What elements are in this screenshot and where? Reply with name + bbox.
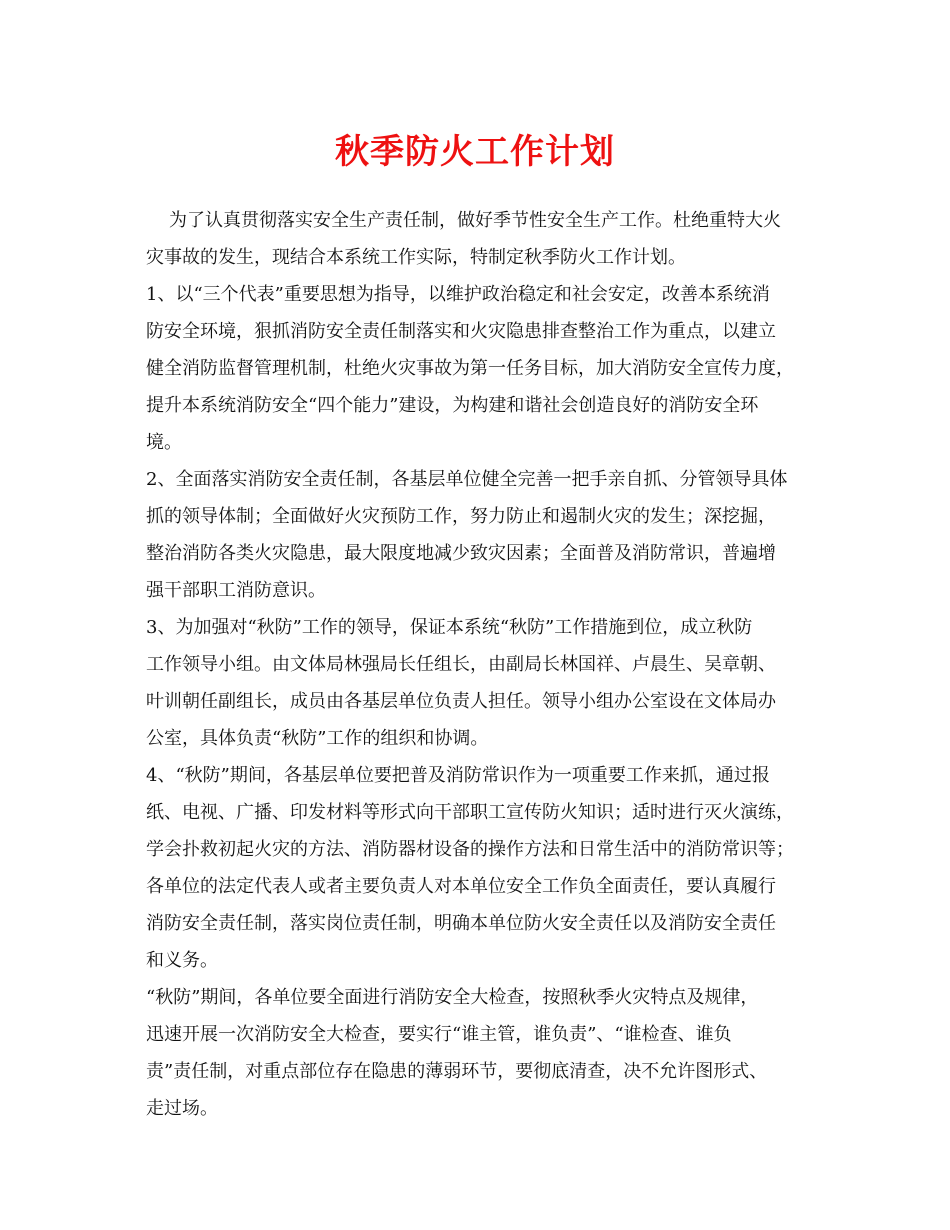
body-line: 和义务。 — [146, 950, 218, 971]
body-line: 消防安全责任制，落实岗位责任制，明确本单位防火安全责任以及消防安全责任 — [146, 913, 776, 934]
body-line: 4、“秋防”期间，各基层单位要把普及消防常识作为一项重要工作来抓，通过报 — [146, 765, 770, 786]
body-line: 防安全环境，狠抓消防安全责任制落实和火灾隐患排查整治工作为重点，以建立 — [146, 321, 776, 342]
body-line: 灾事故的发生，现结合本系统工作实际，特制定秋季防火工作计划。 — [146, 247, 686, 268]
body-line: 纸、电视、广播、印发材料等形式向干部职工宣传防火知识；适时进行灭火演练， — [146, 802, 794, 823]
body-line: 公室，具体负责“秋防”工作的组织和协调。 — [146, 728, 489, 749]
body-line: 3、为加强对“秋防”工作的领导，保证本系统“秋防”工作措施到位，成立秋防 — [146, 617, 753, 638]
body-line: 2、全面落实消防安全责任制，各基层单位健全完善一把手亲自抓、分管领导具体 — [146, 469, 788, 490]
body-line: 走过场。 — [146, 1098, 218, 1119]
body-line: 1、以“三个代表”重要思想为指导，以维护政治稳定和社会安定，改善本系统消 — [146, 284, 770, 305]
body-line: 叶训朝任副组长，成员由各基层单位负责人担任。领导小组办公室设在文体局办 — [146, 691, 776, 712]
body-line: 抓的领导体制；全面做好火灾预防工作，努力防止和遏制火灾的发生；深挖掘， — [146, 506, 776, 527]
body-line: 学会扑救初起火灾的方法、消防器材设备的操作方法和日常生活中的消防常识等； — [146, 839, 794, 860]
body-line: 境。 — [146, 432, 182, 453]
body-line: 各单位的法定代表人或者主要负责人对本单位安全工作负全面责任，要认真履行 — [146, 876, 776, 897]
body-line: 工作领导小组。由文体局林强局长任组长，由副局长林国祥、卢晨生、吴章朝、 — [146, 654, 776, 675]
body-line: 强干部职工消防意识。 — [146, 580, 326, 601]
body-line: 整治消防各类火灾隐患，最大限度地减少致灾因素；全面普及消防常识，普遍增 — [146, 543, 776, 564]
body-line: 提升本系统消防安全“四个能力”建设，为构建和谐社会创造良好的消防安全环 — [146, 395, 759, 416]
body-line: 责”责任制，对重点部位存在隐患的薄弱环节，要彻底清查，决不允许图形式、 — [146, 1061, 768, 1082]
document-title: 秋季防火工作计划 — [335, 132, 615, 172]
body-line: 为了认真贯彻落实安全生产责任制，做好季节性安全生产工作。杜绝重特大火 — [169, 210, 781, 231]
body-line: 迅速开展一次消防安全大检查，要实行“谁主管，谁负责”、“谁检查、谁负 — [146, 1024, 732, 1045]
body-line: 健全消防监督管理机制，杜绝火灾事故为第一任务目标，加大消防安全宣传力度， — [146, 358, 794, 379]
body-line: “秋防”期间，各单位要全面进行消防安全大检查，按照秋季火灾特点及规律， — [146, 987, 759, 1008]
